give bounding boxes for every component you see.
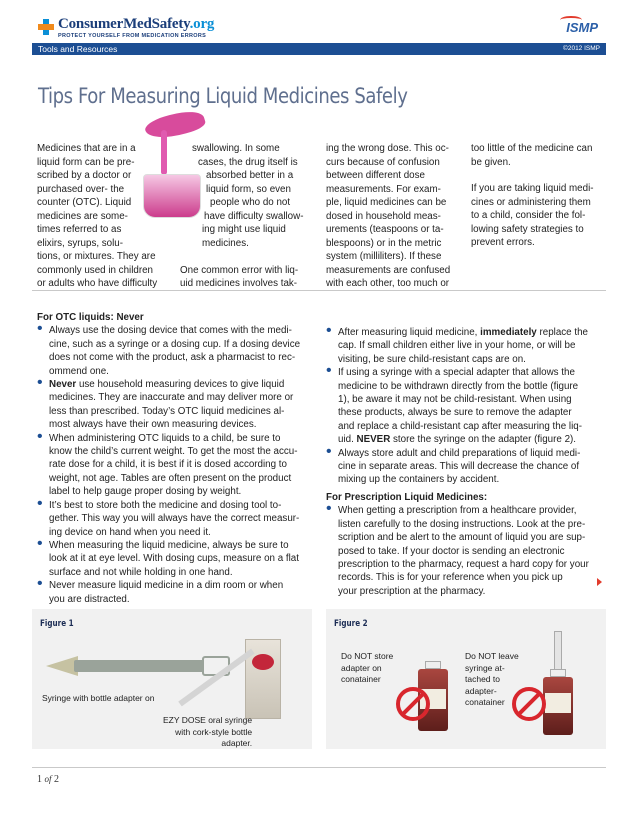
text-line: times referred to as bbox=[37, 224, 122, 235]
page-number: 1 of 2 bbox=[37, 774, 60, 785]
text-line: with cork-style bottle bbox=[175, 726, 253, 737]
text-line: uid medicines involves tak- bbox=[180, 278, 298, 289]
figure-1 bbox=[32, 609, 312, 749]
text-line: urements (teaspoons or ta- bbox=[326, 224, 444, 235]
text-line: cases, the drug itself is bbox=[198, 156, 298, 168]
figure-caption: Syringe with bottle adapter on bbox=[42, 693, 155, 703]
section-band bbox=[32, 43, 606, 55]
text-line: ing might use liquid bbox=[202, 224, 286, 235]
figure-title: Figure 2 bbox=[334, 619, 368, 629]
text-line: look at it at eye level. With dosing cups, measure on a flat bbox=[49, 553, 299, 565]
text-line: ing device on hand when you need it. bbox=[49, 526, 211, 538]
figure-caption bbox=[341, 651, 393, 686]
text-line: ommend one. bbox=[49, 365, 109, 377]
text-line: elixirs, syrups, solu- bbox=[37, 237, 124, 249]
text-line: • Always use the dosing device that comes with the medi- bbox=[49, 325, 292, 337]
list-item: • Never use household measuring devices to give liquid medicines. They are inaccurate and may deliver more or less than prescribed. Today’s OTC liquid medicines al- most always have their own measuring devices. bbox=[37, 378, 300, 432]
text-line: you are distracted. bbox=[49, 593, 130, 605]
text-line: adapter on bbox=[341, 662, 382, 673]
list-item bbox=[37, 324, 300, 378]
copyright: ©2012 ISMP bbox=[563, 45, 600, 52]
text-line: your prescription at the pharmacy. bbox=[338, 585, 486, 597]
consumermedsafety-logo[interactable] bbox=[38, 16, 215, 39]
prohibited-icon bbox=[396, 687, 430, 721]
text-line: • When measuring the liquid medicine, always be sure to bbox=[49, 539, 289, 551]
otc-heading: For OTC liquids: Never bbox=[37, 312, 144, 323]
list-item bbox=[326, 447, 588, 487]
text-line: • It’s best to store both the medicine and dosing tool to- bbox=[49, 499, 282, 511]
text-line: too little of the medicine can bbox=[471, 143, 593, 154]
text-line: Do NOT leave bbox=[465, 651, 519, 661]
text-line: adapter- bbox=[465, 685, 497, 696]
text-line: Do NOT store bbox=[341, 651, 394, 661]
ismp-logo[interactable]: ISMP bbox=[566, 20, 598, 35]
list-item bbox=[37, 579, 300, 606]
text-line: swallowing. In some bbox=[192, 143, 280, 154]
bottle-with-syringe-image bbox=[541, 631, 575, 735]
text-line: adapter. bbox=[221, 738, 253, 748]
text-line: tached to bbox=[465, 674, 500, 684]
text-line: • When administering OTC liquids to a child, be sure to bbox=[49, 432, 281, 444]
list-item bbox=[37, 499, 300, 539]
text-line: curs because of confusion bbox=[326, 156, 440, 168]
text-line: medicines. bbox=[202, 237, 249, 249]
text-line: does not come with the product, ask a pharmacist to rec- bbox=[49, 352, 296, 364]
text-line: ing the wrong dose. This oc- bbox=[326, 143, 449, 154]
otc-section bbox=[37, 311, 300, 606]
text-line: listen carefully to the dosing instructions. Look at the pre- bbox=[338, 518, 586, 530]
text-line: to a child, consider the fol- bbox=[471, 210, 586, 221]
figure-title: Figure 1 bbox=[40, 619, 74, 629]
text-line: posed to take. If your doctor is sending an electronic bbox=[338, 545, 565, 557]
text-line: ple, liquid medicines can be bbox=[326, 197, 447, 208]
text-line: scription and be alert to the amount of liquid you are sup- bbox=[338, 532, 586, 544]
next-page-arrow-icon[interactable] bbox=[597, 578, 602, 586]
text-line: Medicines that are in a bbox=[37, 143, 136, 154]
text-line: liquid form, so even bbox=[206, 183, 291, 195]
divider bbox=[32, 290, 606, 291]
logo-name: ConsumerMedSafety.org bbox=[58, 16, 215, 32]
text-line: rate dose for a child, it is best if it is dosed according to bbox=[49, 459, 287, 471]
text-line: • Always store adult and child preparations of liquid medi- bbox=[338, 447, 581, 459]
text-line: • When getting a prescription from a healthcare provider, bbox=[338, 505, 577, 517]
text-line: or adults who have difficulty bbox=[37, 278, 158, 289]
text-line: mixing up the containers by accident. bbox=[338, 474, 500, 486]
intro-column-3 bbox=[326, 142, 450, 291]
band-label: Tools and Resources bbox=[38, 44, 118, 54]
text-line: system (milliliters). If these bbox=[326, 251, 442, 262]
text-line: cine in separate areas. This will decrease the chance of bbox=[338, 461, 580, 473]
logo-tagline: PROTECT YOURSELF FROM MEDICATION ERRORS bbox=[58, 33, 207, 39]
text-line: • Never measure liquid medicine in a dim room or when bbox=[49, 580, 284, 592]
list-item bbox=[37, 432, 300, 499]
text-line: conatainer bbox=[341, 674, 381, 684]
intro-column-4 bbox=[471, 142, 594, 250]
text-line: scribed by a doctor or bbox=[37, 170, 132, 181]
storage-section bbox=[326, 326, 588, 487]
syringe-adapter-image bbox=[46, 654, 231, 678]
text-line: cines or administering them bbox=[471, 196, 591, 208]
text-line: One common error with liq- bbox=[180, 264, 299, 276]
intro-column-1 bbox=[37, 142, 157, 291]
text-line: measurements are confused bbox=[326, 264, 451, 276]
text-line: absorbed better in a bbox=[206, 170, 294, 181]
text-line: be given. bbox=[471, 156, 511, 168]
text-line bbox=[180, 250, 303, 264]
text-line: prescription to the pharmacy, request a hard copy for your bbox=[338, 559, 589, 571]
text-line: medicines are some- bbox=[37, 210, 128, 222]
list-item: • After measuring liquid medicine, immediately replace the cap. If small children either live in your home, or will be visiting, be sure child-resistant caps are on. bbox=[326, 326, 588, 366]
prohibited-icon bbox=[512, 687, 546, 721]
list-item bbox=[37, 539, 300, 579]
prescription-heading: For Prescription Liquid Medicines: bbox=[326, 492, 488, 503]
text-line: cine, such as a syringe or a dosing cup. If a dosing device bbox=[49, 338, 301, 350]
text-line: have difficulty swallow- bbox=[204, 210, 304, 222]
page-title: Tips For Measuring Liquid Medicines Safely bbox=[38, 84, 408, 108]
text-line: between different dose bbox=[326, 170, 425, 181]
text-line: conatainer bbox=[465, 697, 505, 707]
figure-caption bbox=[163, 715, 252, 750]
text-line: prevent errors. bbox=[471, 237, 535, 248]
text-line: blespoons) or in the metric bbox=[326, 237, 442, 249]
text-line: know the child’s current weight. To get the most the accu- bbox=[49, 446, 298, 458]
text-line: measurements. For exam- bbox=[326, 183, 441, 195]
list-item bbox=[326, 504, 589, 598]
text-line: purchased over- the bbox=[37, 183, 125, 195]
text-line: label to help gauge proper dosing by weight. bbox=[49, 486, 242, 498]
figure-2 bbox=[326, 609, 606, 749]
list-item: • If using a syringe with a special adapter that allows the medicine to be withdrawn directly from the bottle (figure 1), be aware it may not be child-resistant. When using these products, always be sure to remove the adapter and replace a child-resistant cap after measuring the liq- uid. NEVER store the syringe on the adapter (figure 2). bbox=[326, 366, 588, 446]
text-line: gether. This way you will always have the correct measur- bbox=[49, 513, 300, 525]
text-line: people who do not bbox=[210, 197, 291, 208]
intro-column-2 bbox=[180, 142, 303, 291]
text-line: syringe at- bbox=[465, 662, 505, 673]
text-line: counter (OTC). Liquid bbox=[37, 197, 132, 208]
text-line: with each other, too much or bbox=[326, 278, 450, 289]
footer-divider bbox=[32, 767, 606, 768]
text-line: liquid form can be pre- bbox=[37, 156, 135, 168]
plus-icon bbox=[38, 19, 54, 35]
text-line: tions, or mixtures. They are bbox=[37, 251, 156, 262]
text-line: weight, not age. Tables are often present on the product bbox=[49, 472, 292, 484]
text-line: If you are taking liquid medi- bbox=[471, 183, 594, 194]
text-line: commonly used in children bbox=[37, 264, 153, 276]
figure-caption bbox=[465, 651, 519, 709]
text-line: dosed in household meas- bbox=[326, 210, 441, 222]
text-line: records. This is for your reference when you pick up bbox=[338, 572, 563, 584]
text-line: lowing safety strategies to bbox=[471, 223, 584, 235]
text-line: surface and not while holding in one hand. bbox=[49, 566, 233, 578]
prescription-section bbox=[326, 491, 589, 598]
text-line: EZY DOSE oral syringe bbox=[163, 715, 253, 725]
